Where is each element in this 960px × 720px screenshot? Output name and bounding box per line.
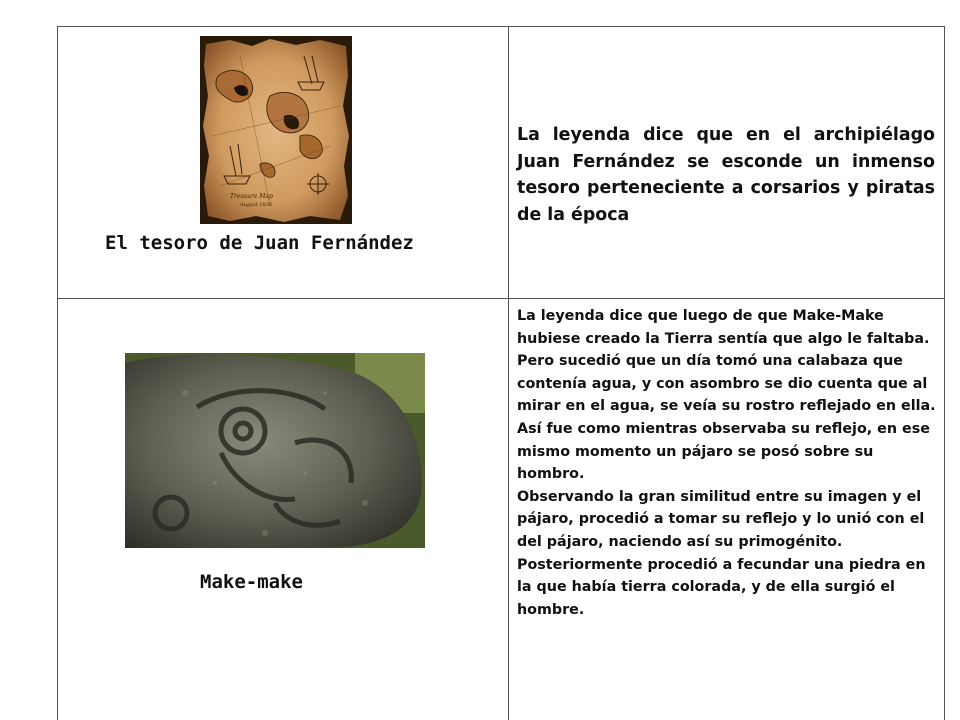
row2-paragraph: La leyenda dice que luego de que Make-Make hubiese creado la Tierra sentía que algo le faltaba. Pero sucedió que un día tomó una calabaza que contenía agua, y con asombro se dio cuenta que al mirar en el agua, se veía su rostro reflejado en ella. Así fue como mientras observaba su reflejo, en ese mismo momento un pájaro se posó sobre su hombro. [517,308,936,483]
row2-description [517,305,937,621]
treasure-map-image [200,36,352,224]
carved-stone-image [125,353,425,548]
table-top-border [57,26,945,27]
row1-description: La leyenda dice que en el archipiélago Juan Fernández se esconde un inmenso tesoro perteneciente a corsarios y piratas de la época [517,125,935,225]
row2-paragraph: Observando la gran similitud entre su imagen y el pájaro, procedió a tomar su reflejo y lo unió con el del pájaro, naciendo así su primogénito. [517,488,925,550]
row-divider [57,298,945,299]
column-divider [508,26,509,720]
row2-caption: Make-make [200,571,303,593]
table-left-border [57,26,58,720]
svg-text:August 1836: August 1836 [240,202,273,208]
row2-paragraph: Posteriormente procedió a fecundar una piedra en la que había tierra colorada, y de ella surgió el hombre. [517,556,926,618]
table-right-border [944,26,945,720]
row1-caption: El tesoro de Juan Fernández [105,232,414,254]
svg-text:Treasure Map: Treasure Map [230,193,273,200]
